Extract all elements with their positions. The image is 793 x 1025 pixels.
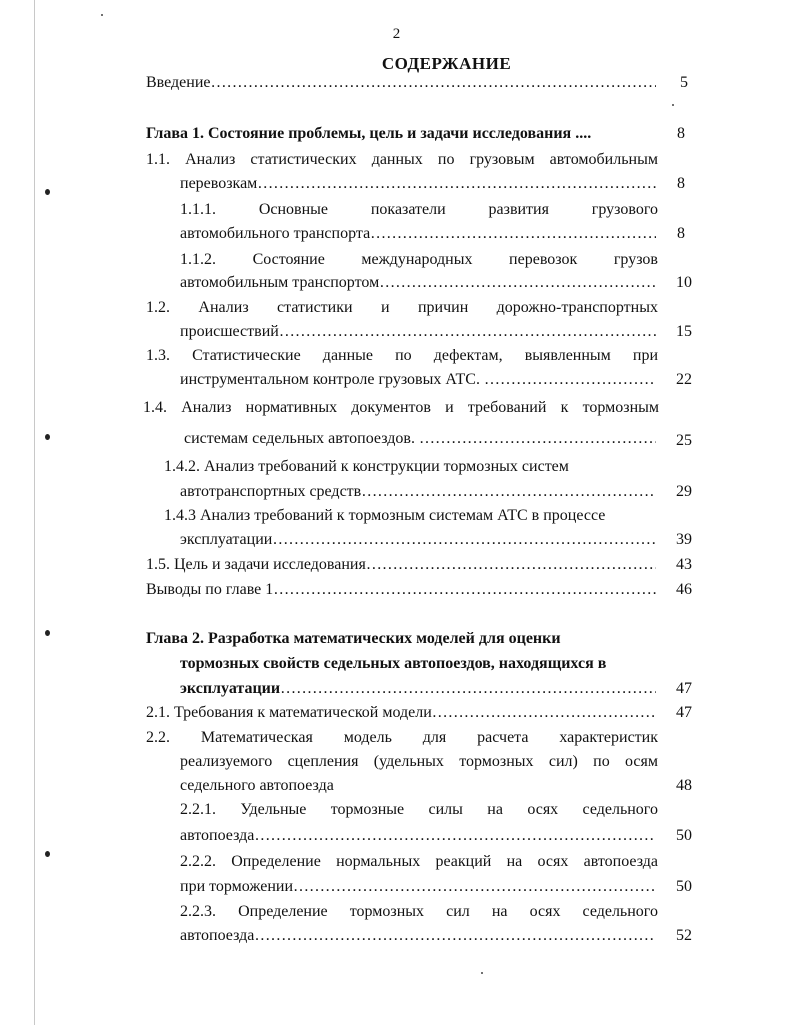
leader-dots [370,224,656,244]
toc-chapter-2-cont: тормозных свойств седельных автопоездов, находящихся в [180,655,607,672]
toc-entry-2-2-3-cont: автопоезда …………………………………………………………………………………………………………………………………………………………………………………… [180,926,656,946]
toc-page-number: 48 [676,777,692,794]
scan-speck [481,972,483,974]
leader-dots [273,580,656,600]
toc-entry-1-3-cont: инструментальном контроле грузовых АТС. …………………………………………………………………………………………………………………………………………………………………………………… [180,370,656,390]
toc-entry-1-4-3-cont: эксплуатации …………………………………………………………………………………………………………………………………………………………………………………… [180,530,656,550]
toc-entry-1-1: 1.1. Анализ статистических данных по грузовым автомобильным [146,151,658,168]
toc-entry-2-2: 2.2. Математическая модель для расчета характеристик [146,729,658,746]
toc-page-number: 39 [676,531,692,548]
toc-page-number: 46 [676,581,692,598]
scan-speck [672,104,674,106]
toc-entry-1-2: 1.2. Анализ статистики и причин дорожно-транспортных [146,299,658,316]
toc-chapter-2-cont2: эксплуатации …………………………………………………………………………………………………………………………………………………………………………………… [180,679,656,699]
leader-dots [293,877,656,897]
toc-entry-1-1-1-cont: автомобильного транспорта …………………………………………………………………………………………………………………………………………………………………………………… [180,224,656,244]
toc-page-number: 15 [676,323,692,340]
toc-entry-1-3: 1.3. Статистические данные по дефектам, выявленным при [146,347,658,364]
toc-page-number: 8 [677,175,685,192]
toc-page-number: 5 [680,74,688,91]
leader-dots [361,482,656,502]
toc-entry-2-2-1-cont: автопоезда …………………………………………………………………………………………………………………………………………………………………………………… [180,826,656,846]
toc-entry-1-4-2: 1.4.2. Анализ требований к конструкции тормозных систем [164,458,569,475]
leader-dots [366,555,656,575]
toc-entry-1-1-2: 1.1.2. Состояние международных перевозок грузов [180,251,658,268]
scan-margin-line [34,0,35,1025]
leader-dots [419,429,656,449]
toc-entry-2-2-3: 2.2.3. Определение тормозных сил на осях седельного [180,903,658,920]
scan-speck [45,630,50,636]
toc-page-number: 52 [676,927,692,944]
toc-entry-1-4-2-cont: автотранспортных средств …………………………………………………………………………………………………………………………………………………………………………………… [180,482,656,502]
scan-speck [45,851,50,857]
toc-title: СОДЕРЖАНИЕ [381,54,512,73]
toc-chapter-1: Глава 1. Состояние проблемы, цель и задачи исследования .... [146,125,592,142]
toc-page-number: 29 [676,483,692,500]
toc-entry-1-4-cont: системам седельных автопоездов. …………………………………………………………………………………………………………………………………………………………………………………… [184,429,656,449]
toc-page-number: 25 [676,432,692,449]
toc-chapter-2: Глава 2. Разработка математических моделей для оценки [146,630,561,647]
toc-entry-1-1-2-cont: автомобильным транспортом …………………………………………………………………………………………………………………………………………………………………………………… [180,273,656,293]
toc-entry-1-1-1: 1.1.1. Основные показатели развития грузового [180,201,658,218]
toc-entry-intro [146,73,656,93]
toc-page-number: 47 [676,680,692,697]
scan-speck [101,14,103,16]
toc-entry-1-4-3: 1.4.3 Анализ требований к тормозным системам АТС в процессе [164,507,606,524]
toc-page-number: 50 [676,827,692,844]
scan-speck [45,434,50,440]
page-number: 2 [392,26,401,42]
scan-speck [45,189,50,195]
toc-entry-2-1: 2.1. Требования к математической модели …………………………………………………………………………………………………………………………………………………………………………………… [146,703,656,723]
toc-entry-1-2-cont: происшествий …………………………………………………………………………………………………………………………………………………………………………………… [180,322,656,342]
leader-dots [432,703,656,723]
toc-page-number: 8 [677,125,685,142]
toc-page-number: 50 [676,878,692,895]
toc-page-number: 10 [676,274,692,291]
toc-page-number: 22 [676,371,692,388]
leader-dots [272,530,656,550]
leader-dots [211,73,657,93]
toc-entry-2-2-1: 2.2.1. Удельные тормозные силы на осях седельного [180,801,658,818]
toc-entry-2-2-cont2: седельного автопоезда [180,777,334,794]
toc-entry-1-4: 1.4. Анализ нормативных документов и требований к тормозным [143,399,659,416]
leader-dots [257,174,656,194]
leader-dots [254,826,656,846]
leader-dots [280,679,656,699]
toc-page-number: 43 [676,556,692,573]
toc-entry-2-2-cont: реализуемого сцепления (удельных тормозных сил) по осям [180,753,658,770]
leader-dots [484,370,656,390]
toc-entry-1-5: 1.5. Цель и задачи исследования …………………………………………………………………………………………………………………………………………………………………………………… [146,555,656,575]
toc-page-number: 8 [677,225,685,242]
leader-dots [254,926,656,946]
toc-page-number: 47 [676,704,692,721]
toc-entry-text: Введение [146,74,211,91]
leader-dots [379,273,656,293]
toc-entry-2-2-2-cont: при торможении …………………………………………………………………………………………………………………………………………………………………………………… [180,877,656,897]
toc-entry-conclusions-1: Выводы по главе 1 …………………………………………………………………………………………………………………………………………………………………………………… [146,580,656,600]
toc-entry-1-1-cont: перевозкам …………………………………………………………………………………………………………………………………………………………………………………… [180,174,656,194]
toc-entry-2-2-2: 2.2.2. Определение нормальных реакций на осях автопоезда [180,853,658,870]
leader-dots [279,322,656,342]
